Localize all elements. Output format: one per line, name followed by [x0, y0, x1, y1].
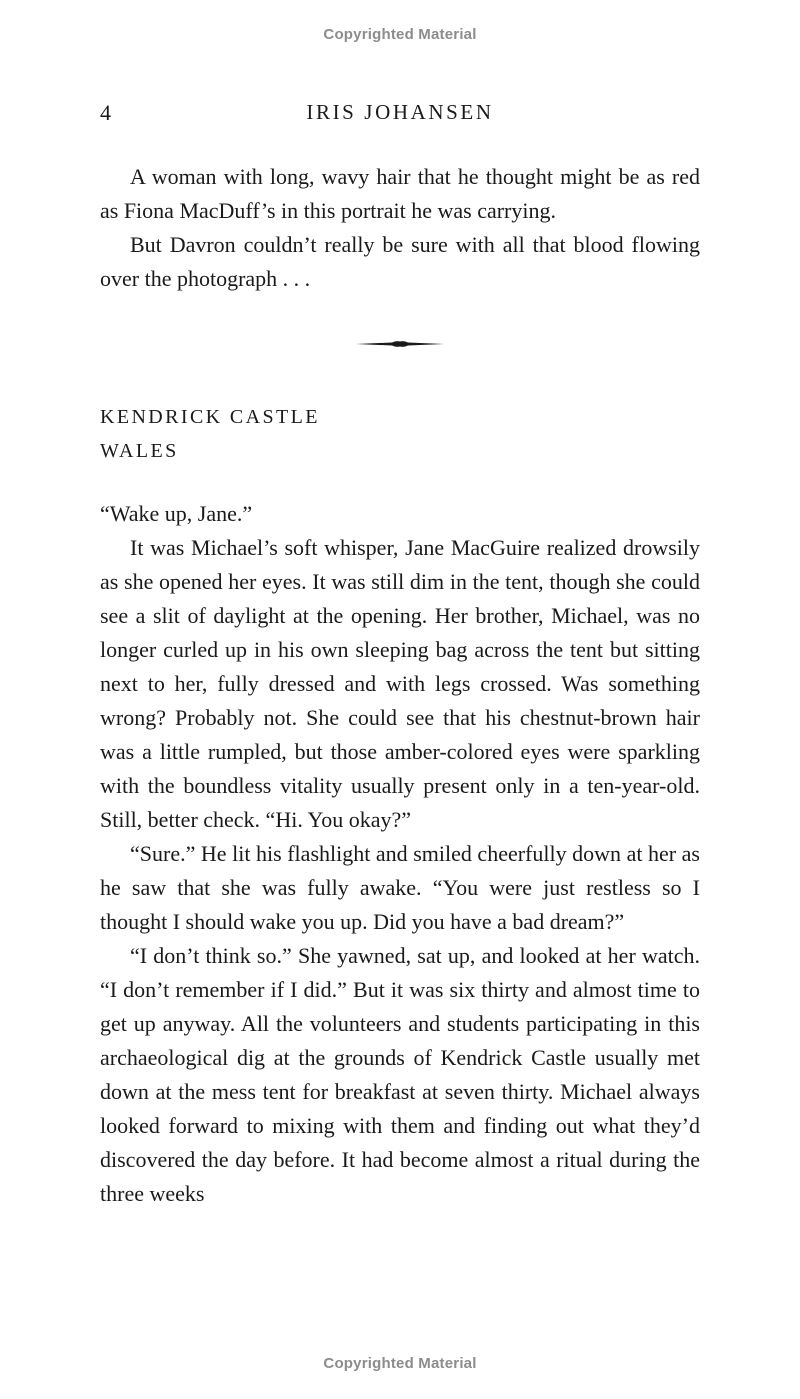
location-heading: [100, 400, 320, 468]
copyright-watermark-bottom: Copyrighted Material: [323, 1355, 477, 1372]
opening-text-block: [100, 160, 700, 296]
page-header: [100, 100, 700, 130]
running-head-author: IRIS JOHANSEN: [306, 100, 494, 124]
paragraph: But Davron couldn’t really be sure with all that blood flowing over the photograph . . .: [100, 232, 700, 291]
paragraph: A woman with long, wavy hair that he thought might be as red as Fiona MacDuff’s in this portrait he was carrying.: [100, 164, 700, 223]
paragraph: It was Michael’s soft whisper, Jane MacGuire realized drowsily as she opened her eyes. It was still dim in the tent, though she could see a slit of daylight at the opening. Her brother, Michael, was no longer curled up in his own sleeping bag across the tent but sitting next to her, fully dressed and with legs crossed. Was something wrong? Probably not. She could see that his chestnut-brown hair was a little rumpled, but those amber-colored eyes were sparkling with the boundless vitality usually present only in a ten-year-old. Still, better check. “Hi. You okay?”: [100, 535, 700, 832]
location-place: KENDRICK CASTLE: [100, 406, 320, 428]
location-country: WALES: [100, 440, 179, 462]
paragraph: “Wake up, Jane.”: [100, 501, 253, 526]
paragraph: “I don’t think so.” She yawned, sat up, and looked at her watch. “I don’t remember if I did.” But it was six thirty and almost time to get up anyway. All the volunteers and students participating in this archaeological dig at the grounds of Kendrick Castle usually met down at the mess tent for breakfast at seven thirty. Michael always looked forward to mixing with them and finding out what they’d discovered the day before. It had become almost a ritual during the three weeks: [100, 943, 700, 1206]
paragraph: “Sure.” He lit his flashlight and smiled cheerfully down at her as he saw that she was fully awake. “You were just restless so I thought I should wake you up. Did you have a bad dream?”: [100, 841, 700, 934]
copyright-watermark-top: Copyrighted Material: [323, 26, 477, 43]
chapter-text-block: [100, 497, 700, 1211]
page-number: 4: [100, 100, 111, 125]
section-break-ornament: [356, 338, 444, 350]
